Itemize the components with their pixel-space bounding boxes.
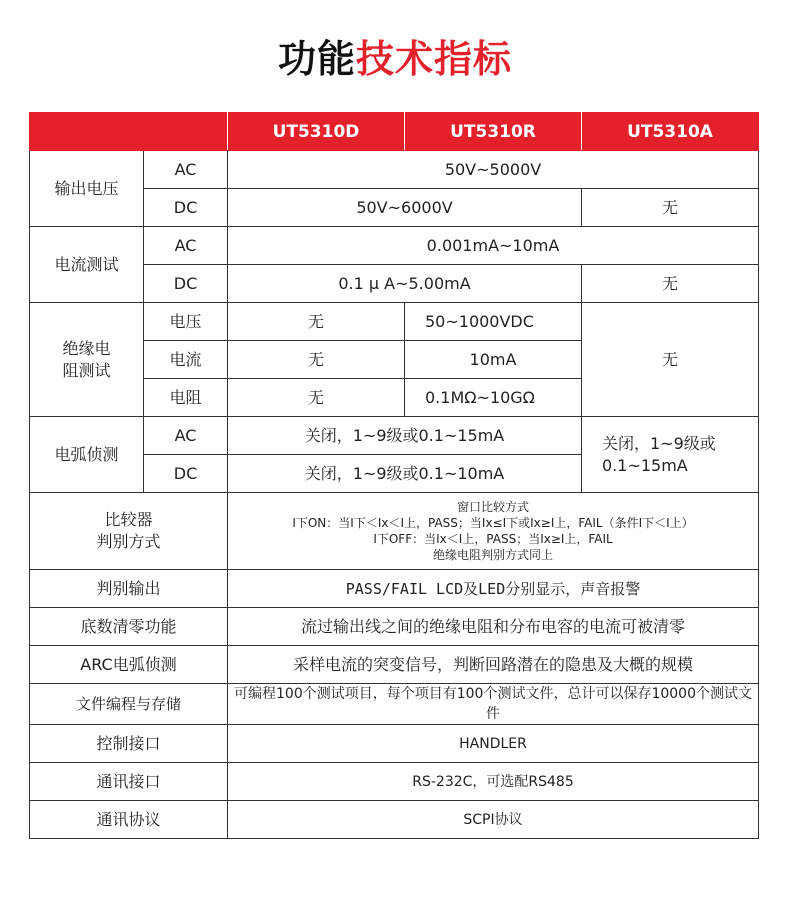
current-test-dc-value-a: 无 <box>582 265 759 303</box>
spec-table <box>29 112 759 839</box>
table-row <box>30 725 759 763</box>
insulation-label <box>30 303 144 417</box>
current-test-dc-label: DC <box>144 265 228 303</box>
current-test-ac-value: 0.001mA~10mA <box>228 227 759 265</box>
control-interface-value: HANDLER <box>228 725 759 763</box>
arc-detect-ac-value: 关闭，1~9级或0.1~15mA <box>228 417 582 455</box>
insulation-label-line1: 绝缘电 <box>62 338 111 358</box>
table-row <box>30 303 759 341</box>
arc-detect-dc-label: DC <box>144 455 228 493</box>
judge-output-value: PASS/FAIL LCD及LED分别显示，声音报警 <box>228 570 759 608</box>
zero-clear-label: 底数清零功能 <box>30 608 228 646</box>
insulation-current-d: 无 <box>228 341 405 379</box>
comparator-method <box>228 493 759 570</box>
comparator-label <box>30 493 228 570</box>
arc-detect-value-a-line2: 0.1~15mA <box>602 455 688 475</box>
current-test-ac-label: AC <box>144 227 228 265</box>
comparator-line1: 窗口比较方式 <box>456 500 529 514</box>
comparator-label-line1: 比较器 <box>104 510 153 529</box>
comm-interface-label: 通讯接口 <box>30 763 228 801</box>
comm-interface-value: RS-232C，可选配RS485 <box>228 763 759 801</box>
comm-protocol-label: 通讯协议 <box>30 801 228 839</box>
table-row <box>30 608 759 646</box>
judge-output-label: 判别输出 <box>30 570 228 608</box>
table-row <box>30 763 759 801</box>
table-row <box>30 801 759 839</box>
table-row <box>30 151 759 189</box>
output-voltage-ac-value: 50V~5000V <box>228 151 759 189</box>
title-part1: 功能 <box>277 37 356 81</box>
table-row <box>30 684 759 725</box>
page-title <box>0 28 790 83</box>
comparator-label-line2: 判别方式 <box>96 532 161 551</box>
insulation-resistance-r: 0.1MΩ~10GΩ <box>405 379 582 417</box>
insulation-value-a: 无 <box>582 303 759 417</box>
table-row <box>30 570 759 608</box>
insulation-resistance-d: 无 <box>228 379 405 417</box>
file-storage-label: 文件编程与存储 <box>30 684 228 725</box>
arc-detect-dc-value: 关闭，1~9级或0.1~10mA <box>228 455 582 493</box>
output-voltage-label: 输出电压 <box>30 151 144 227</box>
comparator-line3: I下OFF：当Ix＜I上，PASS；当Ix≥I上，FAIL <box>373 532 613 546</box>
insulation-voltage-label: 电压 <box>144 303 228 341</box>
output-voltage-dc-label: DC <box>144 189 228 227</box>
comm-protocol-value: SCPI协议 <box>228 801 759 839</box>
control-interface-label: 控制接口 <box>30 725 228 763</box>
output-voltage-dc-value: 50V~6000V <box>228 189 582 227</box>
table-row <box>30 227 759 265</box>
insulation-current-r: 10mA <box>405 341 582 379</box>
file-storage-value: 可编程100个测试项目，每个项目有100个测试文件，总计可以保存10000个测试文件 <box>228 684 759 725</box>
comparator-line2: I下ON：当I下＜Ix＜I上，PASS；当Ix≤I下或Ix≥I上，FAIL（条件I下＜I上） <box>292 516 694 530</box>
zero-clear-value: 流过输出线之间的绝缘电阻和分布电容的电流可被清零 <box>228 608 759 646</box>
header-ut5310a: UT5310A <box>582 113 759 151</box>
insulation-voltage-d: 无 <box>228 303 405 341</box>
comparator-line4: 绝缘电阻判别方式同上 <box>432 548 553 562</box>
table-header-row <box>30 113 759 151</box>
header-ut5310r: UT5310R <box>405 113 582 151</box>
current-test-dc-value: 0.1 μ A~5.00mA <box>228 265 582 303</box>
arc-detect-value-a-line1: 关闭，1~9级或 <box>602 433 716 453</box>
table-row <box>30 646 759 684</box>
header-blank <box>30 113 228 151</box>
arc-function-label: ARC电弧侦测 <box>30 646 228 684</box>
arc-detect-value-a <box>582 417 759 493</box>
arc-function-value: 采样电流的突变信号，判断回路潜在的隐患及大概的规模 <box>228 646 759 684</box>
current-test-label: 电流测试 <box>30 227 144 303</box>
arc-detect-label: 电弧侦测 <box>30 417 144 493</box>
header-ut5310d: UT5310D <box>228 113 405 151</box>
output-voltage-dc-value-a: 无 <box>582 189 759 227</box>
table-row <box>30 417 759 455</box>
insulation-current-label: 电流 <box>144 341 228 379</box>
table-row <box>30 493 759 570</box>
insulation-label-line2: 阻测试 <box>62 360 111 380</box>
output-voltage-ac-label: AC <box>144 151 228 189</box>
arc-detect-ac-label: AC <box>144 417 228 455</box>
insulation-resistance-label: 电阻 <box>144 379 228 417</box>
insulation-voltage-r: 50~1000VDC <box>405 303 582 341</box>
title-part2: 技术指标 <box>356 37 513 81</box>
